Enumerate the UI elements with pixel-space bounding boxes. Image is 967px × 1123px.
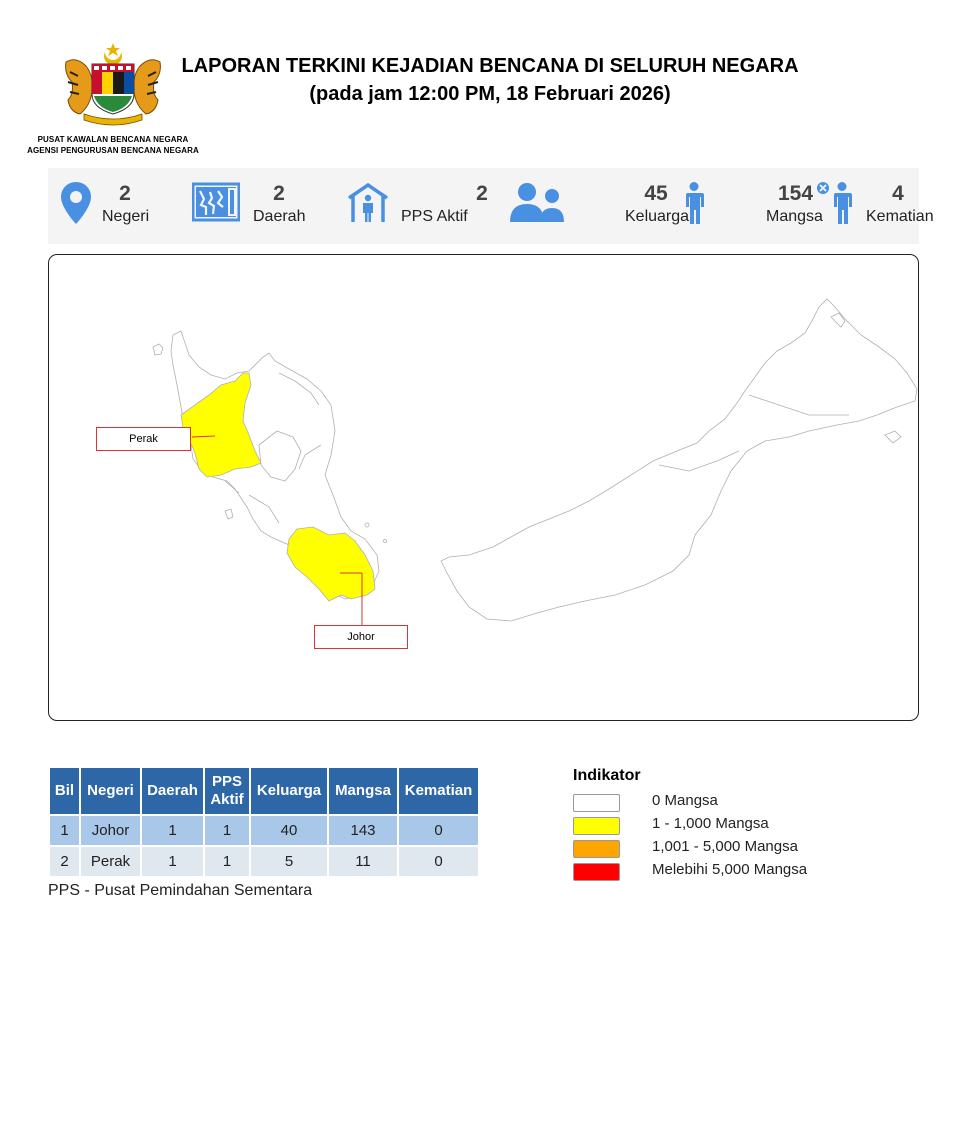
- col-header-kematian: Kematian: [399, 768, 478, 814]
- cell-pps-aktif: 1: [205, 816, 249, 845]
- map-label-johor: Johor: [314, 625, 408, 649]
- cell-negeri: Perak: [81, 847, 140, 876]
- cell-pps-aktif: 1: [205, 847, 249, 876]
- cell-keluarga: 5: [251, 847, 327, 876]
- org-line-2: AGENSI PENGURUSAN BENCANA NEGARA: [27, 146, 199, 155]
- coat-of-arms-logo: [58, 42, 168, 126]
- legend-item: [573, 837, 798, 860]
- col-header-negeri: Negeri: [81, 768, 140, 814]
- legend-swatch: [573, 840, 620, 858]
- stat-label: Mangsa: [766, 208, 823, 225]
- cell-mangsa: 143: [329, 816, 397, 845]
- stat-kematian: [816, 168, 934, 244]
- stat-value: 154: [777, 182, 814, 205]
- legend-swatch: [573, 794, 620, 812]
- cell-bil: 2: [50, 847, 79, 876]
- map-label-perak: Perak: [96, 427, 191, 451]
- shelter-icon: [347, 182, 389, 224]
- cell-daerah: 1: [142, 847, 203, 876]
- cell-kematian: 0: [399, 816, 478, 845]
- stat-mangsa: [678, 168, 823, 244]
- malaysia-map: [48, 254, 919, 721]
- cell-kematian: 0: [399, 847, 478, 876]
- legend-swatch: [573, 817, 620, 835]
- stat-label: Kematian: [866, 208, 934, 225]
- stat-value: 2: [273, 182, 285, 205]
- table-footnote: PPS - Pusat Pemindahan Sementara: [48, 882, 313, 899]
- stat-label: Keluarga: [625, 208, 690, 225]
- borneo-outline: [441, 299, 917, 621]
- cell-keluarga: 40: [251, 816, 327, 845]
- stat-keluarga: [508, 168, 690, 244]
- stat-label: PPS Aktif: [401, 208, 468, 225]
- legend-item: [573, 860, 808, 883]
- stat-value: 45: [644, 182, 668, 205]
- map-legend: [573, 767, 808, 883]
- table-row: [50, 847, 478, 876]
- stat-label: Negeri: [102, 208, 150, 225]
- death-icon: [816, 182, 856, 224]
- stat-value: 2: [119, 182, 131, 205]
- summary-stats-bar: [48, 168, 934, 244]
- family-icon: [510, 182, 564, 224]
- stat-pps-aktif: [346, 168, 496, 244]
- stat-daerah: [191, 168, 331, 244]
- organization-name: [20, 134, 206, 156]
- stat-value: 2: [476, 182, 488, 205]
- stat-value: 4: [892, 182, 904, 205]
- col-header-keluarga: Keluarga: [251, 768, 327, 814]
- legend-item: [573, 814, 769, 837]
- district-map-icon: [192, 182, 240, 222]
- col-header-mangsa: Mangsa: [329, 768, 397, 814]
- legend-title: Indikator: [573, 767, 641, 784]
- cell-bil: 1: [50, 816, 79, 845]
- legend-label: 0 Mangsa: [652, 792, 718, 809]
- col-header-daerah: Daerah: [142, 768, 203, 814]
- stat-negeri: [48, 168, 188, 244]
- table-row: [50, 816, 478, 845]
- legend-label: 1 - 1,000 Mangsa: [652, 815, 769, 832]
- disaster-summary-table: [48, 766, 480, 878]
- cell-daerah: 1: [142, 816, 203, 845]
- stat-label: Daerah: [253, 208, 306, 225]
- cell-negeri: Johor: [81, 816, 140, 845]
- person-icon: [683, 182, 705, 224]
- legend-item: [573, 791, 718, 814]
- legend-label: 1,001 - 5,000 Mangsa: [652, 838, 798, 855]
- table-header-row: [50, 768, 478, 814]
- report-title-line: LAPORAN TERKINI KEJADIAN BENCANA DI SELURUH NEGARA: [181, 55, 799, 77]
- legend-swatch: [573, 863, 620, 881]
- col-header-bil: Bil: [50, 768, 79, 814]
- location-pin-icon: [61, 182, 91, 224]
- col-header-pps-aktif: PPS Aktif: [205, 768, 249, 814]
- org-line-1: PUSAT KAWALAN BENCANA NEGARA: [37, 135, 189, 144]
- report-title: [160, 54, 820, 106]
- legend-label: Melebihi 5,000 Mangsa: [652, 861, 808, 878]
- cell-mangsa: 11: [329, 847, 397, 876]
- report-timestamp: (pada jam 12:00 PM, 18 Februari 2026): [309, 83, 671, 105]
